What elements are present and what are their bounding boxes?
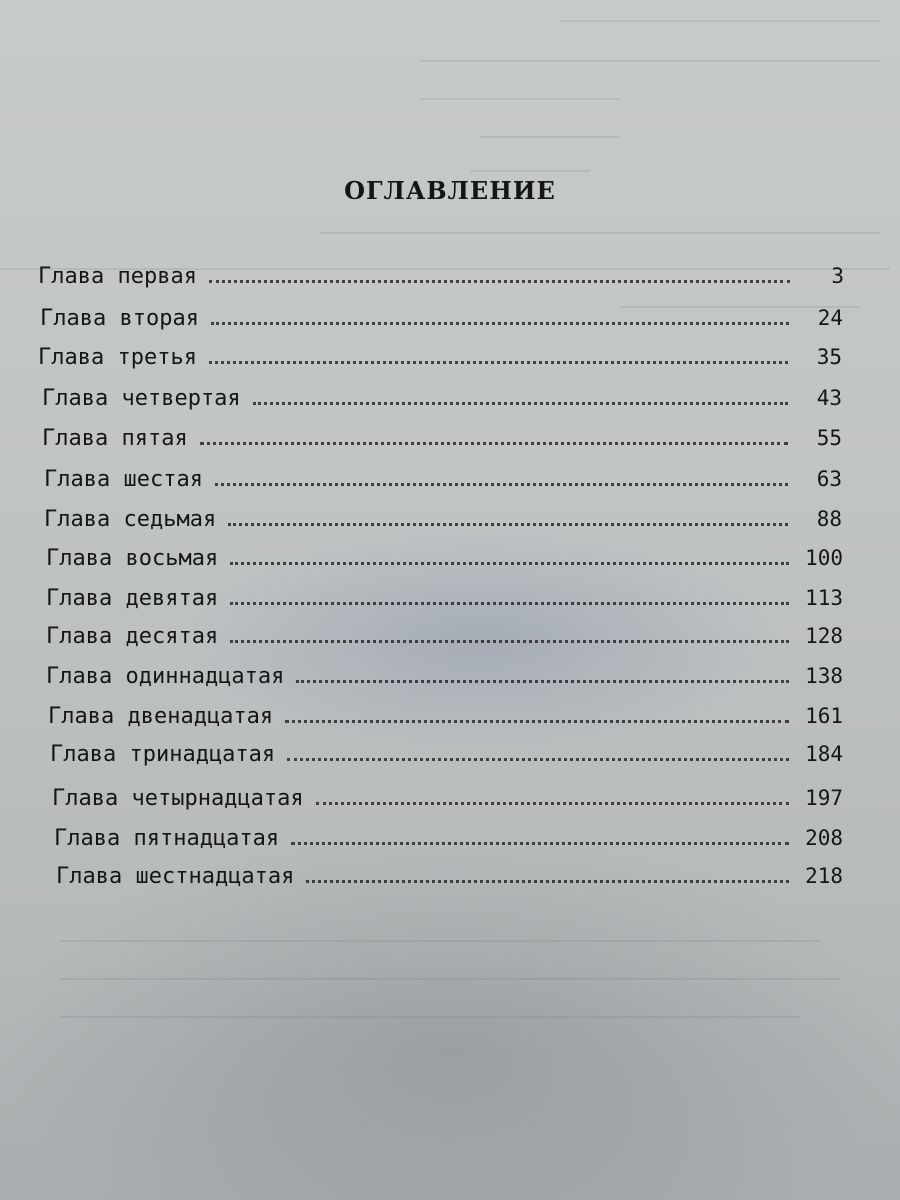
page-title: ОГЛАВЛЕНИЕ bbox=[344, 176, 556, 205]
dot-leader bbox=[215, 483, 788, 486]
toc-label: Глава вторая bbox=[40, 306, 199, 331]
toc-label: Глава седьмая bbox=[44, 507, 217, 532]
toc-row bbox=[44, 467, 842, 497]
toc-row bbox=[38, 264, 844, 294]
dot-leader bbox=[230, 602, 789, 605]
toc-row bbox=[48, 704, 843, 734]
toc-page-number: 218 bbox=[805, 864, 843, 888]
toc-row bbox=[40, 306, 843, 336]
toc-page-number: 208 bbox=[805, 826, 843, 850]
toc-row bbox=[42, 386, 842, 416]
toc-label: Глава четвертая bbox=[42, 386, 241, 411]
toc-label: Глава восьмая bbox=[46, 546, 219, 571]
dot-leader bbox=[253, 402, 788, 405]
toc-page-number: 55 bbox=[816, 426, 842, 450]
toc-page-number: 138 bbox=[805, 664, 843, 688]
toc-label: Глава двенадцатая bbox=[48, 704, 274, 729]
toc-row bbox=[44, 507, 842, 537]
toc-page-number: 128 bbox=[805, 624, 843, 648]
toc-row bbox=[42, 426, 842, 456]
toc-label: Глава одиннадцатая bbox=[46, 664, 285, 689]
toc-label: Глава шестая bbox=[44, 467, 203, 492]
dot-leader bbox=[230, 562, 789, 565]
toc-page-number: 3 bbox=[831, 264, 844, 288]
toc-row bbox=[38, 345, 842, 375]
toc-page-number: 63 bbox=[816, 467, 842, 491]
toc-label: Глава девятая bbox=[46, 586, 219, 611]
toc-page-number: 43 bbox=[816, 386, 842, 410]
toc-label: Глава тринадцатая bbox=[50, 742, 276, 767]
toc-row bbox=[56, 864, 843, 894]
dot-leader bbox=[296, 680, 789, 683]
toc-page-number: 88 bbox=[816, 507, 842, 531]
toc-label: Глава шестнадцатая bbox=[56, 864, 295, 889]
dot-leader bbox=[211, 322, 789, 325]
toc-page-number: 35 bbox=[816, 345, 842, 369]
toc-row bbox=[54, 826, 843, 856]
toc-page-number: 100 bbox=[805, 546, 843, 570]
toc-label: Глава первая bbox=[38, 264, 197, 289]
dot-leader bbox=[316, 802, 789, 805]
toc-page-number: 184 bbox=[805, 742, 843, 766]
toc-page-number: 197 bbox=[805, 786, 843, 810]
toc-label: Глава пятая bbox=[42, 426, 188, 451]
dot-leader bbox=[285, 720, 789, 723]
toc-page-number: 24 bbox=[817, 306, 843, 330]
toc-page-number: 161 bbox=[805, 704, 843, 728]
toc-row bbox=[50, 742, 843, 772]
toc-label: Глава пятнадцатая bbox=[54, 826, 280, 851]
toc-row bbox=[46, 546, 843, 576]
toc-row bbox=[46, 586, 843, 616]
dot-leader bbox=[200, 442, 788, 445]
dot-leader bbox=[306, 880, 789, 883]
dot-leader bbox=[228, 523, 788, 526]
toc-row bbox=[52, 786, 843, 816]
dot-leader bbox=[209, 280, 790, 283]
dot-leader bbox=[230, 640, 789, 643]
toc-label: Глава десятая bbox=[46, 624, 219, 649]
toc-page-number: 113 bbox=[805, 586, 843, 610]
dot-leader bbox=[291, 842, 789, 845]
dot-leader bbox=[209, 361, 788, 364]
toc-row bbox=[46, 624, 843, 654]
toc-row bbox=[46, 664, 843, 694]
dot-leader bbox=[287, 758, 789, 761]
toc-label: Глава четырнадцатая bbox=[52, 786, 304, 811]
toc-label: Глава третья bbox=[38, 345, 197, 370]
